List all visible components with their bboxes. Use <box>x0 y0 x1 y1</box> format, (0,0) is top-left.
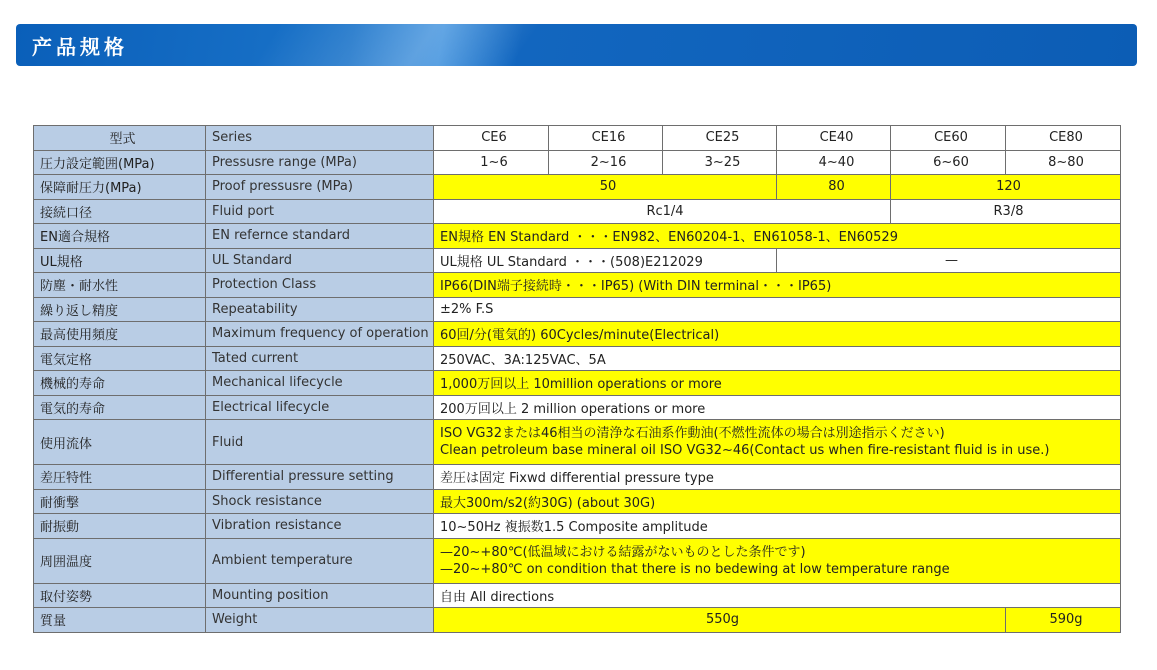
row-label-jp: 接続口径 <box>34 199 206 224</box>
table-row <box>34 538 1121 583</box>
section-banner <box>16 24 1137 66</box>
model-header: CE16 <box>549 126 663 151</box>
table-cell: 120 <box>891 175 1121 200</box>
table-cell: 250VAC、3A:125VAC、5A <box>434 346 1121 371</box>
row-label-jp: 電気的寿命 <box>34 395 206 420</box>
row-label-jp: 電気定格 <box>34 346 206 371</box>
table-row <box>34 199 1121 224</box>
table-cell: 60回/分(電気的) 60Cycles/minute(Electrical) <box>434 322 1121 347</box>
table-cell: 10~50Hz 複振数1.5 Composite amplitude <box>434 514 1121 539</box>
row-label-jp: 機械的寿命 <box>34 371 206 396</box>
row-label-jp: 繰り返し精度 <box>34 297 206 322</box>
row-label-en: Weight <box>206 608 434 633</box>
model-header: CE40 <box>777 126 891 151</box>
row-label-jp: 圧力設定範囲(MPa) <box>34 150 206 175</box>
row-label-jp: 取付姿勢 <box>34 583 206 608</box>
row-label-jp: 耐振動 <box>34 514 206 539</box>
table-row <box>34 346 1121 371</box>
row-label-en: Differential pressure setting <box>206 465 434 490</box>
row-label-jp: 周囲温度 <box>34 538 206 583</box>
cell-line: Clean petroleum base mineral oil ISO VG32~46(Contact us when fire-resistant fluid is in use.) <box>440 443 1050 458</box>
row-label-jp: 保障耐圧力(MPa) <box>34 175 206 200</box>
table-row <box>34 608 1121 633</box>
table-row <box>34 420 1121 465</box>
header-series-jp: 型式 <box>34 126 206 151</box>
cell-line: ISO VG32または46相当の清浄な石油系作動油(不燃性流体の場合は別途指示ください) <box>440 426 945 441</box>
row-label-jp: 防塵・耐水性 <box>34 273 206 298</box>
table-row <box>34 248 1121 273</box>
cell-line: —20~+80℃(低温域における結露がないものとした条件です) <box>440 544 806 560</box>
table-row <box>34 150 1121 175</box>
table-cell: 最大300m/s2(約30G) (about 30G) <box>434 489 1121 514</box>
row-label-en: Mechanical lifecycle <box>206 371 434 396</box>
row-label-en: Shock resistance <box>206 489 434 514</box>
table-row <box>34 175 1121 200</box>
table-cell <box>434 420 1121 465</box>
row-label-en: Ambient temperature <box>206 538 434 583</box>
row-label-en: Electrical lifecycle <box>206 395 434 420</box>
table-cell: 1,000万回以上 10million operations or more <box>434 371 1121 396</box>
row-label-en: UL Standard <box>206 248 434 273</box>
table-cell: 自由 All directions <box>434 583 1121 608</box>
table-cell: UL規格 UL Standard ・・・(508)E212029 <box>434 248 777 273</box>
table-cell: 1~6 <box>434 150 549 175</box>
row-label-en: Proof pressusre (MPa) <box>206 175 434 200</box>
row-label-en: Repeatability <box>206 297 434 322</box>
table-cell: 3~25 <box>663 150 777 175</box>
row-label-jp: 使用流体 <box>34 420 206 465</box>
table-row <box>34 489 1121 514</box>
row-label-en: Mounting position <box>206 583 434 608</box>
table-row <box>34 297 1121 322</box>
table-row <box>34 224 1121 249</box>
table-cell: 200万回以上 2 million operations or more <box>434 395 1121 420</box>
row-label-jp: UL規格 <box>34 248 206 273</box>
table-cell: IP66(DIN端子接続時・・・IP65) (With DIN terminal・・・IP65) <box>434 273 1121 298</box>
row-label-en: Pressusre range (MPa) <box>206 150 434 175</box>
row-label-jp: 最高使用頻度 <box>34 322 206 347</box>
model-header: CE80 <box>1006 126 1121 151</box>
table-row <box>34 371 1121 396</box>
row-label-en: Protection Class <box>206 273 434 298</box>
model-header: CE6 <box>434 126 549 151</box>
table-cell: 550g <box>434 608 1006 633</box>
table-cell: 8~80 <box>1006 150 1121 175</box>
table-cell: EN規格 EN Standard ・・・EN982、EN60204-1、EN61058-1、EN60529 <box>434 224 1121 249</box>
model-header: CE25 <box>663 126 777 151</box>
row-label-en: Vibration resistance <box>206 514 434 539</box>
row-label-en: Tated current <box>206 346 434 371</box>
table-row <box>34 514 1121 539</box>
row-label-jp: 質量 <box>34 608 206 633</box>
table-cell: — <box>777 248 1121 273</box>
table-cell: 80 <box>777 175 891 200</box>
row-label-jp: EN適合規格 <box>34 224 206 249</box>
table-row <box>34 322 1121 347</box>
table-row <box>34 395 1121 420</box>
table-row <box>34 273 1121 298</box>
table-cell: 50 <box>434 175 777 200</box>
table-row <box>34 465 1121 490</box>
section-title: 产品规格 <box>32 35 128 59</box>
table-cell: 2~16 <box>549 150 663 175</box>
row-label-jp: 差圧特性 <box>34 465 206 490</box>
row-label-en: Maximum frequency of operation <box>206 322 434 347</box>
table-cell <box>434 538 1121 583</box>
table-row <box>34 583 1121 608</box>
table-cell: 590g <box>1006 608 1121 633</box>
row-label-en: EN refernce standard <box>206 224 434 249</box>
cell-line: —20~+80℃ on condition that there is no bedewing at low temperature range <box>440 561 950 577</box>
table-cell: 4~40 <box>777 150 891 175</box>
row-label-en: Fluid <box>206 420 434 465</box>
header-series-en: Series <box>206 126 434 151</box>
table-cell: ±2% F.S <box>434 297 1121 322</box>
table-cell: 差圧は固定 Fixwd differential pressure type <box>434 465 1121 490</box>
table-cell: R3/8 <box>891 199 1121 224</box>
table-cell: 6~60 <box>891 150 1006 175</box>
table-cell: Rc1/4 <box>434 199 891 224</box>
model-header: CE60 <box>891 126 1006 151</box>
spec-table <box>33 125 1121 633</box>
table-row <box>34 126 1121 151</box>
row-label-en: Fluid port <box>206 199 434 224</box>
row-label-jp: 耐衝撃 <box>34 489 206 514</box>
